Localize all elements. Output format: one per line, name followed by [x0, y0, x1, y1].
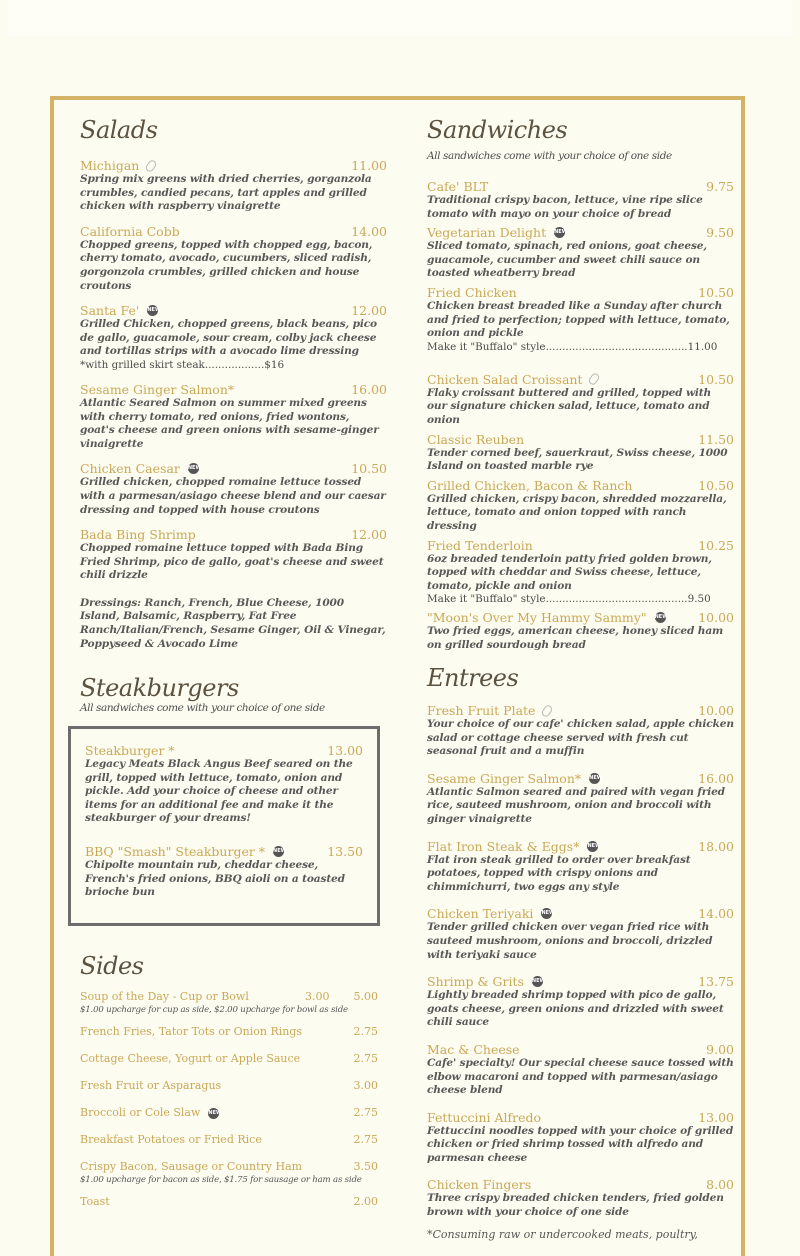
- menu-item-name-text: Mac & Cheese: [427, 1041, 520, 1057]
- menu-item-header: [427, 478, 734, 493]
- side-item: [80, 1133, 378, 1147]
- entrees-list: [427, 703, 734, 1242]
- side-item-price: 2.00: [353, 1195, 378, 1208]
- menu-item-name: [427, 285, 517, 300]
- side-item-name-text: Crispy Bacon, Sausage or Country Ham: [80, 1160, 303, 1173]
- menu-item-name: [427, 838, 601, 854]
- menu-item: [80, 461, 387, 517]
- menu-item-description: Your choice of our cafe' chicken salad, apple chicken salad or cottage cheese served with fresh cut seasonal fruit and a muffin: [427, 718, 734, 758]
- menu-item-name: [427, 1110, 541, 1125]
- menu-item-description: Flat iron steak grilled to order over breakfast potatoes, topped with crispy onions and chimmichurri, two eggs any style: [427, 853, 691, 893]
- menu-item: [427, 432, 734, 474]
- side-item-name-text: Cottage Cheese, Yogurt or Apple Sauce: [80, 1052, 301, 1065]
- menu-item-header: [427, 285, 734, 300]
- menu-item: [427, 285, 734, 354]
- menu-item-description: Two fried eggs, american cheese, honey sliced ham on grilled sourdough bread: [427, 625, 724, 651]
- menu-item-header: [85, 743, 363, 758]
- menu-item-name-text: Flat Iron Steak & Eggs*: [427, 838, 580, 854]
- menu-item-name-text: Fresh Fruit Plate: [427, 703, 536, 718]
- menu-item-header: [427, 703, 734, 718]
- menu-item-price: 9.50: [706, 225, 734, 241]
- menu-item: [427, 703, 734, 759]
- menu-item-name: [427, 478, 632, 493]
- menu-item-name: [80, 527, 196, 542]
- menu-item-name-text: California Cobb: [80, 223, 180, 239]
- side-item: [80, 1160, 378, 1186]
- sandwiches-list: [427, 179, 734, 652]
- menu-item: [80, 382, 387, 451]
- menu-item-name: [427, 225, 568, 241]
- new-badge-icon: NEW: [587, 841, 598, 852]
- sides-list: [80, 990, 378, 1222]
- menu-item-name: [427, 432, 524, 447]
- menu-item: [427, 839, 734, 895]
- menu-item-price: 14.00: [351, 223, 387, 239]
- side-item-name: [80, 1025, 302, 1039]
- menu-item-price: 14.00: [698, 906, 734, 922]
- menu-item-name: [427, 1177, 531, 1192]
- menu-item: [85, 844, 363, 900]
- menu-item-price: 10.50: [698, 371, 734, 387]
- menu-item-price: 16.00: [351, 381, 387, 397]
- menu-item-name: [427, 179, 488, 194]
- side-item-price: 2.75: [353, 1106, 378, 1119]
- side-item-name-text: French Fries, Tator Tots or Onion Rings: [80, 1025, 303, 1038]
- side-item-row: [80, 1195, 378, 1209]
- menu-item-price: 13.50: [327, 843, 363, 859]
- menu-item-description: Atlantic Seared Salmon on summer mixed greens with cherry tomato, red onions, fried wontons, goat's cheese and green onions with sesame-ginger vinaigrette: [80, 396, 379, 450]
- side-item: [80, 1025, 378, 1039]
- menu-item: [427, 610, 734, 652]
- new-badge-icon: NEW: [273, 846, 284, 857]
- menu-item-description: Chopped romaine lettuce topped with Bada Bing Fried Shrimp, pico de gallo, goat's cheese and sweet chili drizzle: [80, 542, 384, 582]
- side-item: [80, 1079, 378, 1093]
- menu-item-description: Cafe' specialty! Our special cheese sauce tossed with elbow macaroni and topped with parmesan/asiago cheese blend: [427, 1056, 734, 1097]
- menu-item-name-text: Sesame Ginger Salmon*: [427, 770, 582, 786]
- menu-item-upgrade: *with grilled skirt steak..................$16: [80, 358, 285, 371]
- sides-header: [80, 952, 387, 980]
- menu-item: [427, 906, 734, 962]
- menu-item-description: Chicken breast breaded like a Sunday after church and fried to perfection; topped with lettuce, tomato, onion and pickle: [427, 299, 730, 340]
- menu-item-price: 10.25: [698, 537, 734, 553]
- menu-item-name-text: Vegetarian Delight: [427, 225, 547, 241]
- menu-item-price: 10.00: [698, 610, 734, 626]
- menu-item: [427, 538, 734, 607]
- menu-item-name-text: Sesame Ginger Salmon*: [80, 381, 235, 397]
- side-item-price: 2.75: [353, 1133, 378, 1146]
- side-item-name: [80, 1106, 222, 1120]
- menu-item-upgrade: Make it "Buffalo" style...........................................11.00: [427, 340, 718, 353]
- menu-item-price: 11.50: [698, 431, 734, 447]
- menu-item-header: [427, 1177, 734, 1192]
- menu-item-description: Tender corned beef, sauerkraut, Swiss cheese, 1000 Island on toasted marble rye: [427, 446, 728, 473]
- steakburgers-subtitle: All sandwiches come with your choice of one side: [80, 702, 325, 714]
- menu-item-description: 6oz breaded tenderloin patty fried golden brown, topped with cheddar and Swiss cheese, lettuce, tomato, pickle and onion: [427, 552, 712, 592]
- menu-item-name-text: Chicken Salad Croissant: [427, 371, 583, 387]
- side-item: [80, 1052, 378, 1066]
- menu-item-price: 10.50: [351, 461, 387, 477]
- side-item-name: [80, 1079, 221, 1093]
- side-item: [80, 1106, 378, 1120]
- menu-item-name: [85, 743, 175, 758]
- new-badge-icon: NEW: [208, 1108, 219, 1119]
- menu-item-description: Sliced tomato, spinach, red onions, goat cheese, guacamole, cucumber and sweet chili sauce on toasted wheatberry bread: [427, 240, 707, 280]
- section-title-salads: Salads: [80, 116, 158, 144]
- menu-item-header: [80, 382, 387, 397]
- entrees-header: [427, 664, 734, 692]
- menu-item-name: [427, 538, 533, 553]
- menu-item-name-text: Steakburger *: [85, 743, 175, 758]
- menu-item-description: Three crispy breaded chicken tenders, fried golden brown with your choice of one side: [427, 1192, 724, 1219]
- menu-item-price: 11.00: [351, 158, 387, 173]
- side-item: [80, 990, 378, 1016]
- salads-section: [80, 116, 387, 144]
- paperclip-icon: [541, 703, 554, 717]
- menu-item-header: [427, 432, 734, 447]
- side-item-row: [80, 1133, 378, 1147]
- menu-item-price: 10.50: [698, 477, 734, 493]
- menu-item-price: 12.00: [351, 527, 387, 543]
- menu-item-price: 13.00: [327, 743, 363, 758]
- new-badge-icon: NEW: [147, 305, 158, 316]
- menu-item-name: [427, 703, 551, 718]
- side-item-price: 3.00: [305, 990, 330, 1003]
- steakburgers-header: [80, 674, 387, 714]
- menu-item: [427, 179, 734, 221]
- menu-item-name-text: Cafe' BLT: [427, 179, 489, 194]
- menu-item-description: Traditional crispy bacon, lettuce, vine ripe slice tomato with mayo on your choice of bread: [427, 194, 703, 220]
- menu-item-name-text: Fettuccini Alfredo: [427, 1109, 542, 1125]
- menu-item-price: 18.00: [698, 838, 734, 854]
- menu-item-name: [427, 906, 555, 922]
- menu-item-header: [427, 1042, 734, 1057]
- side-item-row: [80, 990, 378, 1004]
- sandwiches-header: [427, 116, 734, 162]
- raw-food-footnote: *Consuming raw or undercooked meats, poultry,: [427, 1227, 698, 1241]
- menu-item-header: [427, 372, 734, 387]
- salads-list: [80, 158, 387, 651]
- side-item-row: [80, 1025, 378, 1039]
- menu-item-name-text: Bada Bing Shrimp: [80, 527, 196, 543]
- menu-item-name-text: Shrimp & Grits: [427, 974, 524, 990]
- menu-item-header: [80, 461, 387, 476]
- menu-item-description: Fettuccini noodles topped with your choice of grilled chicken or fried shrimp tossed with alfredo and parmesan cheese: [427, 1124, 734, 1164]
- menu-item-description: Grilled chicken, crispy bacon, shredded mozzarella, lettuce, tomato and onion topped with ranch dressing: [427, 492, 727, 532]
- menu-item-header: [427, 538, 734, 553]
- menu-item-name-text: Santa Fe': [80, 303, 140, 319]
- menu-item-name: [80, 224, 180, 239]
- menu-item-description: Atlantic Salmon seared and paired with vegan fried rice, sauteed mushroom, onion and broccoli with ginger vinaigrette: [427, 785, 725, 825]
- menu-item: [427, 974, 734, 1030]
- menu-item: [427, 771, 734, 827]
- menu-item-name-text: Chicken Teriyaki: [427, 906, 534, 922]
- menu-item-description: Grilled Chicken, chopped greens, black beans, pico de gallo, guacamole, sour cream, colby jack cheese and tortillas strips with a avocado lime dressing: [80, 318, 377, 358]
- side-item: [80, 1195, 378, 1209]
- menu-item-price: 10.00: [698, 703, 734, 718]
- side-item-price: 2.75: [353, 1025, 378, 1038]
- menu-item-name-text: "Moon's Over My Hammy Sammy": [427, 610, 647, 626]
- sandwiches-subtitle: All sandwiches come with your choice of one side: [427, 150, 672, 162]
- side-item-note: $1.00 upcharge for cup as side, $2.00 upcharge for bowl as side: [80, 1005, 348, 1015]
- menu-item-description: Chopped greens, topped with chopped egg, bacon, cherry tomato, avocado, cucumbers, sliced radish, gorgonzola crumbles, grilled chicken and house croutons: [80, 238, 373, 292]
- side-item-name-text: Toast: [80, 1195, 110, 1208]
- new-badge-icon: NEW: [589, 773, 600, 784]
- menu-item-header: [427, 839, 734, 854]
- menu-item-price: 8.00: [706, 1177, 734, 1193]
- menu-item-name: [427, 974, 546, 990]
- menu-item-header: [80, 158, 387, 173]
- menu-item: [427, 1110, 734, 1166]
- side-item-name-text: Breakfast Potatoes or Fried Rice: [80, 1133, 262, 1146]
- menu-item-name: [427, 770, 603, 786]
- side-item-name: [80, 1133, 262, 1147]
- menu-item-header: [427, 974, 734, 989]
- menu-item-header: [427, 179, 734, 194]
- menu-item-name: [80, 461, 199, 476]
- menu-item-name-text: Fried Chicken: [427, 284, 517, 300]
- side-item-row: [80, 1079, 378, 1093]
- side-item-name-text: Broccoli or Cole Slaw: [80, 1106, 201, 1119]
- menu-item-header: [80, 527, 387, 542]
- side-item-name: [80, 1052, 300, 1066]
- side-item-name-text: Fresh Fruit or Asparagus: [80, 1079, 222, 1092]
- menu-item-name: [427, 610, 666, 625]
- section-title-entrees: Entrees: [427, 664, 519, 692]
- menu-item-name: [80, 382, 234, 397]
- new-badge-icon: NEW: [554, 227, 565, 238]
- menu-item-header: [427, 906, 734, 921]
- menu-item-header: [85, 844, 363, 859]
- dressings-list: Dressings: Ranch, French, Blue Cheese, 1000 Island, Balsamic, Raspberry, Fat Free Ranch/Italian/French, Sesame Ginger, Oil & Vinegar, Poppyseed & Avocado Lime: [80, 596, 386, 650]
- menu-item-description: Tender grilled chicken over vegan fried rice with sauteed mushroom, onions and broccoli, drizzled with teriyaki sauce: [427, 921, 713, 961]
- section-title-steakburgers: Steakburgers: [80, 674, 239, 702]
- side-item-note: $1.00 upcharge for bacon as side, $1.75 for sausage or ham as side: [80, 1175, 362, 1185]
- menu-item-description: Flaky croissant buttered and grilled, topped with our signature chicken salad, lettuce, tomato and onion: [427, 386, 712, 426]
- menu-item-price: 9.75: [706, 179, 734, 194]
- menu-item-price: 9.00: [706, 1041, 734, 1057]
- menu-item-description: Chipolte mountain rub, cheddar cheese, French's fried onions, BBQ aioli on a toasted brioche bun: [85, 858, 345, 899]
- menu-item-name: [427, 1042, 520, 1057]
- menu-item-name-text: Michigan: [80, 158, 140, 173]
- side-item-row: [80, 1106, 378, 1120]
- menu-item-description: Legacy Meats Black Angus Beef seared on the grill, topped with lettuce, tomato, onion and pickle. Add your choice of cheese and other items for an additional fee and make it the steakburger of your dreams!: [85, 758, 353, 825]
- menu-item-price: 16.00: [698, 770, 734, 786]
- menu-item: [427, 372, 734, 428]
- new-badge-icon: NEW: [655, 612, 666, 623]
- menu-item-price: 12.00: [351, 303, 387, 319]
- menu-item-description: Grilled chicken, chopped romaine lettuce tossed with a parmesan/asiago cheese blend and our caesar dressing and topped with house croutons: [80, 476, 386, 516]
- menu-item-header: [427, 771, 734, 786]
- menu-item-header: [427, 610, 734, 625]
- side-item-name: [80, 1195, 110, 1209]
- side-item-price: 3.50: [353, 1160, 378, 1173]
- menu-item-name: [80, 303, 161, 319]
- menu-item: [427, 478, 734, 534]
- menu-item-name-text: Classic Reuben: [427, 431, 525, 447]
- menu-item-description: Lightly breaded shrimp topped with pico de gallo, goats cheese, green onions and drizzled with sweet chili sauce: [427, 989, 724, 1029]
- top-band: [8, 0, 792, 36]
- menu-item-name-text: Fried Tenderloin: [427, 537, 533, 553]
- menu-item-price: 10.50: [698, 284, 734, 300]
- menu-item-upgrade: Make it "Buffalo" style...........................................9.50: [427, 593, 711, 606]
- menu-item: [80, 224, 387, 293]
- menu-item: [427, 1177, 734, 1219]
- new-badge-icon: NEW: [188, 463, 199, 474]
- new-badge-icon: NEW: [532, 976, 543, 987]
- menu-item-header: [80, 303, 387, 318]
- section-title-sides: Sides: [80, 952, 144, 980]
- menu-item-price: 13.00: [698, 1109, 734, 1125]
- menu-item-description: Spring mix greens with dried cherries, gorganzola crumbles, candied pecans, tart apples and grilled chicken with raspberry vinaigrette: [80, 173, 372, 213]
- side-item-name: [80, 1160, 302, 1174]
- side-item-row: [80, 1160, 378, 1174]
- menu-item: [427, 225, 734, 281]
- menu-item-header: [427, 225, 734, 240]
- side-item-name-text: Soup of the Day - Cup or Bowl: [80, 990, 249, 1003]
- menu-item: [80, 303, 387, 372]
- menu-item: [80, 158, 387, 214]
- side-item-name: [80, 990, 249, 1004]
- menu-item: [80, 527, 387, 583]
- menu-item-name: [427, 372, 598, 387]
- steakburgers-box: [68, 726, 380, 926]
- side-item-price-2: 5.00: [353, 990, 378, 1003]
- paperclip-icon: [145, 158, 158, 172]
- section-title-sandwiches: Sandwiches: [427, 116, 568, 144]
- menu-item-name-text: Chicken Fingers: [427, 1177, 532, 1193]
- menu-item-name: [80, 158, 155, 173]
- menu-item: [85, 743, 363, 826]
- menu-item-header: [80, 224, 387, 239]
- menu-item-name-text: Chicken Caesar: [80, 461, 180, 477]
- new-badge-icon: NEW: [541, 908, 552, 919]
- paperclip-icon: [588, 372, 601, 386]
- menu-item-name-text: Grilled Chicken, Bacon & Ranch: [427, 477, 633, 493]
- side-item-price: 3.00: [353, 1079, 378, 1092]
- side-item-price: 2.75: [353, 1052, 378, 1065]
- menu-item-name: [85, 843, 287, 859]
- menu-item-header: [427, 1110, 734, 1125]
- side-item-row: [80, 1052, 378, 1066]
- menu-item-name-text: BBQ "Smash" Steakburger *: [85, 843, 266, 859]
- menu-item-price: 13.75: [698, 974, 734, 990]
- menu-item: [427, 1042, 734, 1098]
- side-item-prices: [305, 990, 378, 1004]
